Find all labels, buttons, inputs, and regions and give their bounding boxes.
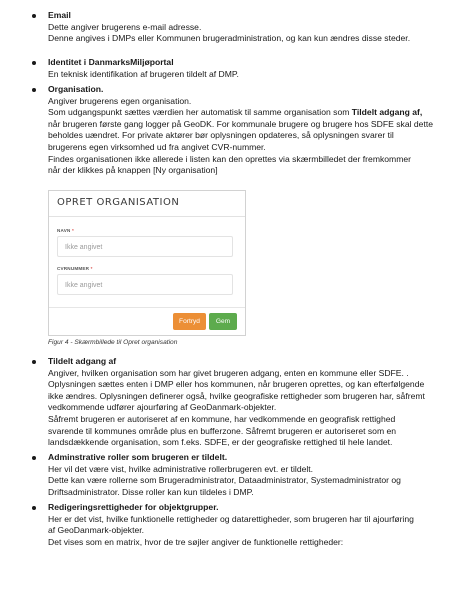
divider	[49, 307, 245, 308]
required-mark: *	[71, 228, 74, 233]
section-text: Angiver, hvilken organisation som har givet brugeren adgang, enten en kommune eller SDFE. .	[48, 367, 409, 378]
section-text: Driftsadministrator. Disse roller kan kun tildeles i DMP.	[48, 486, 254, 497]
save-button[interactable]: Gem	[209, 313, 237, 330]
section-text: Findes organisationen ikke allerede i listen kan den oprettes via skærmbilledet der fremkommer	[48, 153, 412, 164]
name-input[interactable]: Ikke angivet	[57, 236, 233, 257]
section-text: Her er det vist, hvilke funktionelle rettigheder og datarettigheder, som brugeren har til ajourføring	[48, 513, 414, 524]
section-text: Her vil det være vist, hvilke administrative rollerbrugeren evt. er tildelt.	[48, 463, 314, 474]
bullet	[32, 506, 36, 510]
section-text: Såfremt brugeren er autoriseret af en kommune, har vedkommende en geografisk rettighed	[48, 413, 396, 424]
section-heading: Adminstrative roller som brugeren er tildelt.	[48, 452, 228, 462]
section-identitet	[32, 57, 442, 80]
bullet	[32, 456, 36, 460]
section-tildelt-adgang	[32, 356, 442, 449]
required-mark: *	[90, 266, 93, 271]
bullet	[32, 61, 36, 65]
section-text: ikke ændres. Oplysningen definerer også, hvilke geografiske rettigheder som brugeren har, såfremt	[48, 390, 425, 401]
section-text: Det vises som en matrix, hvor de tre søjler angiver de funktionelle rettigheder:	[48, 536, 344, 547]
bullet	[32, 88, 36, 92]
bullet	[32, 14, 36, 18]
section-admin-roller	[32, 452, 442, 498]
section-organisation	[32, 84, 442, 177]
name-label-text: NAVN	[57, 228, 71, 233]
section-text-part: Som udgangspunkt sættes værdien her automatisk til samme organisation som	[48, 107, 352, 118]
dialog-title: OPRET ORGANISATION	[57, 197, 180, 208]
section-heading: Email	[48, 10, 71, 20]
section-text: beholdes uændret. For private aktører bør oplysningen opdateres, så oplysningen svarer til	[48, 130, 394, 141]
bullet	[32, 360, 36, 364]
section-heading: Identitet i DanmarksMiljøportal	[48, 57, 174, 67]
opret-organisation-dialog	[48, 190, 246, 336]
section-text	[48, 107, 442, 119]
section-text: Oplysningen sættes enten i DMP eller hos kommunen, når brugeren oprettes, og kan efterfølgende	[48, 379, 425, 390]
section-heading: Redigeringsrettigheder for objektgrupper.	[48, 502, 219, 512]
section-text: landsdækkende organisation, som f.eks. SDFE, er der geografiske rettighed til hele landet.	[48, 437, 393, 448]
cvr-label	[57, 263, 93, 275]
section-heading: Organisation.	[48, 84, 104, 94]
section-text: af GeoDanmark-objekter.	[48, 525, 145, 536]
section-text: Dette kan være rollerne som Brugeradministrator, Dataadministrator, Systemadministrator og	[48, 475, 401, 486]
section-text: når der klikkes på knappen [Ny organisation]	[48, 165, 218, 176]
section-text: Dette angiver brugerens e-mail adresse.	[48, 21, 202, 32]
section-text: En teknisk identifikation af brugeren tildelt af DMP.	[48, 68, 239, 79]
section-text: vedkommende udfører ajourføring af GeoDanmark-objekter.	[48, 402, 277, 413]
cvr-input[interactable]: Ikke angivet	[57, 274, 233, 295]
section-text: Angiver brugerens egen organisation.	[48, 95, 192, 106]
divider	[49, 216, 245, 217]
section-text: Denne angives i DMPs eller Kommunen brugeradministration, og kan kun ændres disse steder.	[48, 33, 411, 44]
section-heading: Tildelt adgang af	[48, 356, 117, 366]
name-label	[57, 225, 74, 237]
cancel-button[interactable]: Fortryd	[173, 313, 206, 330]
section-redigeringsrettigheder	[32, 502, 442, 548]
section-text-bold: Tildelt adgang af,	[351, 107, 423, 118]
section-text: brugerens egen virksomhed ud fra angivet CVR-nummer.	[48, 141, 266, 152]
section-text: svarende til kommunes område plus en bufferzone. Såfremt brugeren er autoriseret som en	[48, 425, 397, 436]
section-text: når brugeren første gang logger på GeoDK. For kommunale brugere og brugere hos SDFE skal dette	[48, 118, 434, 129]
cvr-label-text: CVRNUMMER	[57, 266, 90, 271]
section-email	[32, 10, 442, 45]
figure-caption: Figur 4 - Skærmbillede til Opret organisation	[48, 339, 178, 346]
